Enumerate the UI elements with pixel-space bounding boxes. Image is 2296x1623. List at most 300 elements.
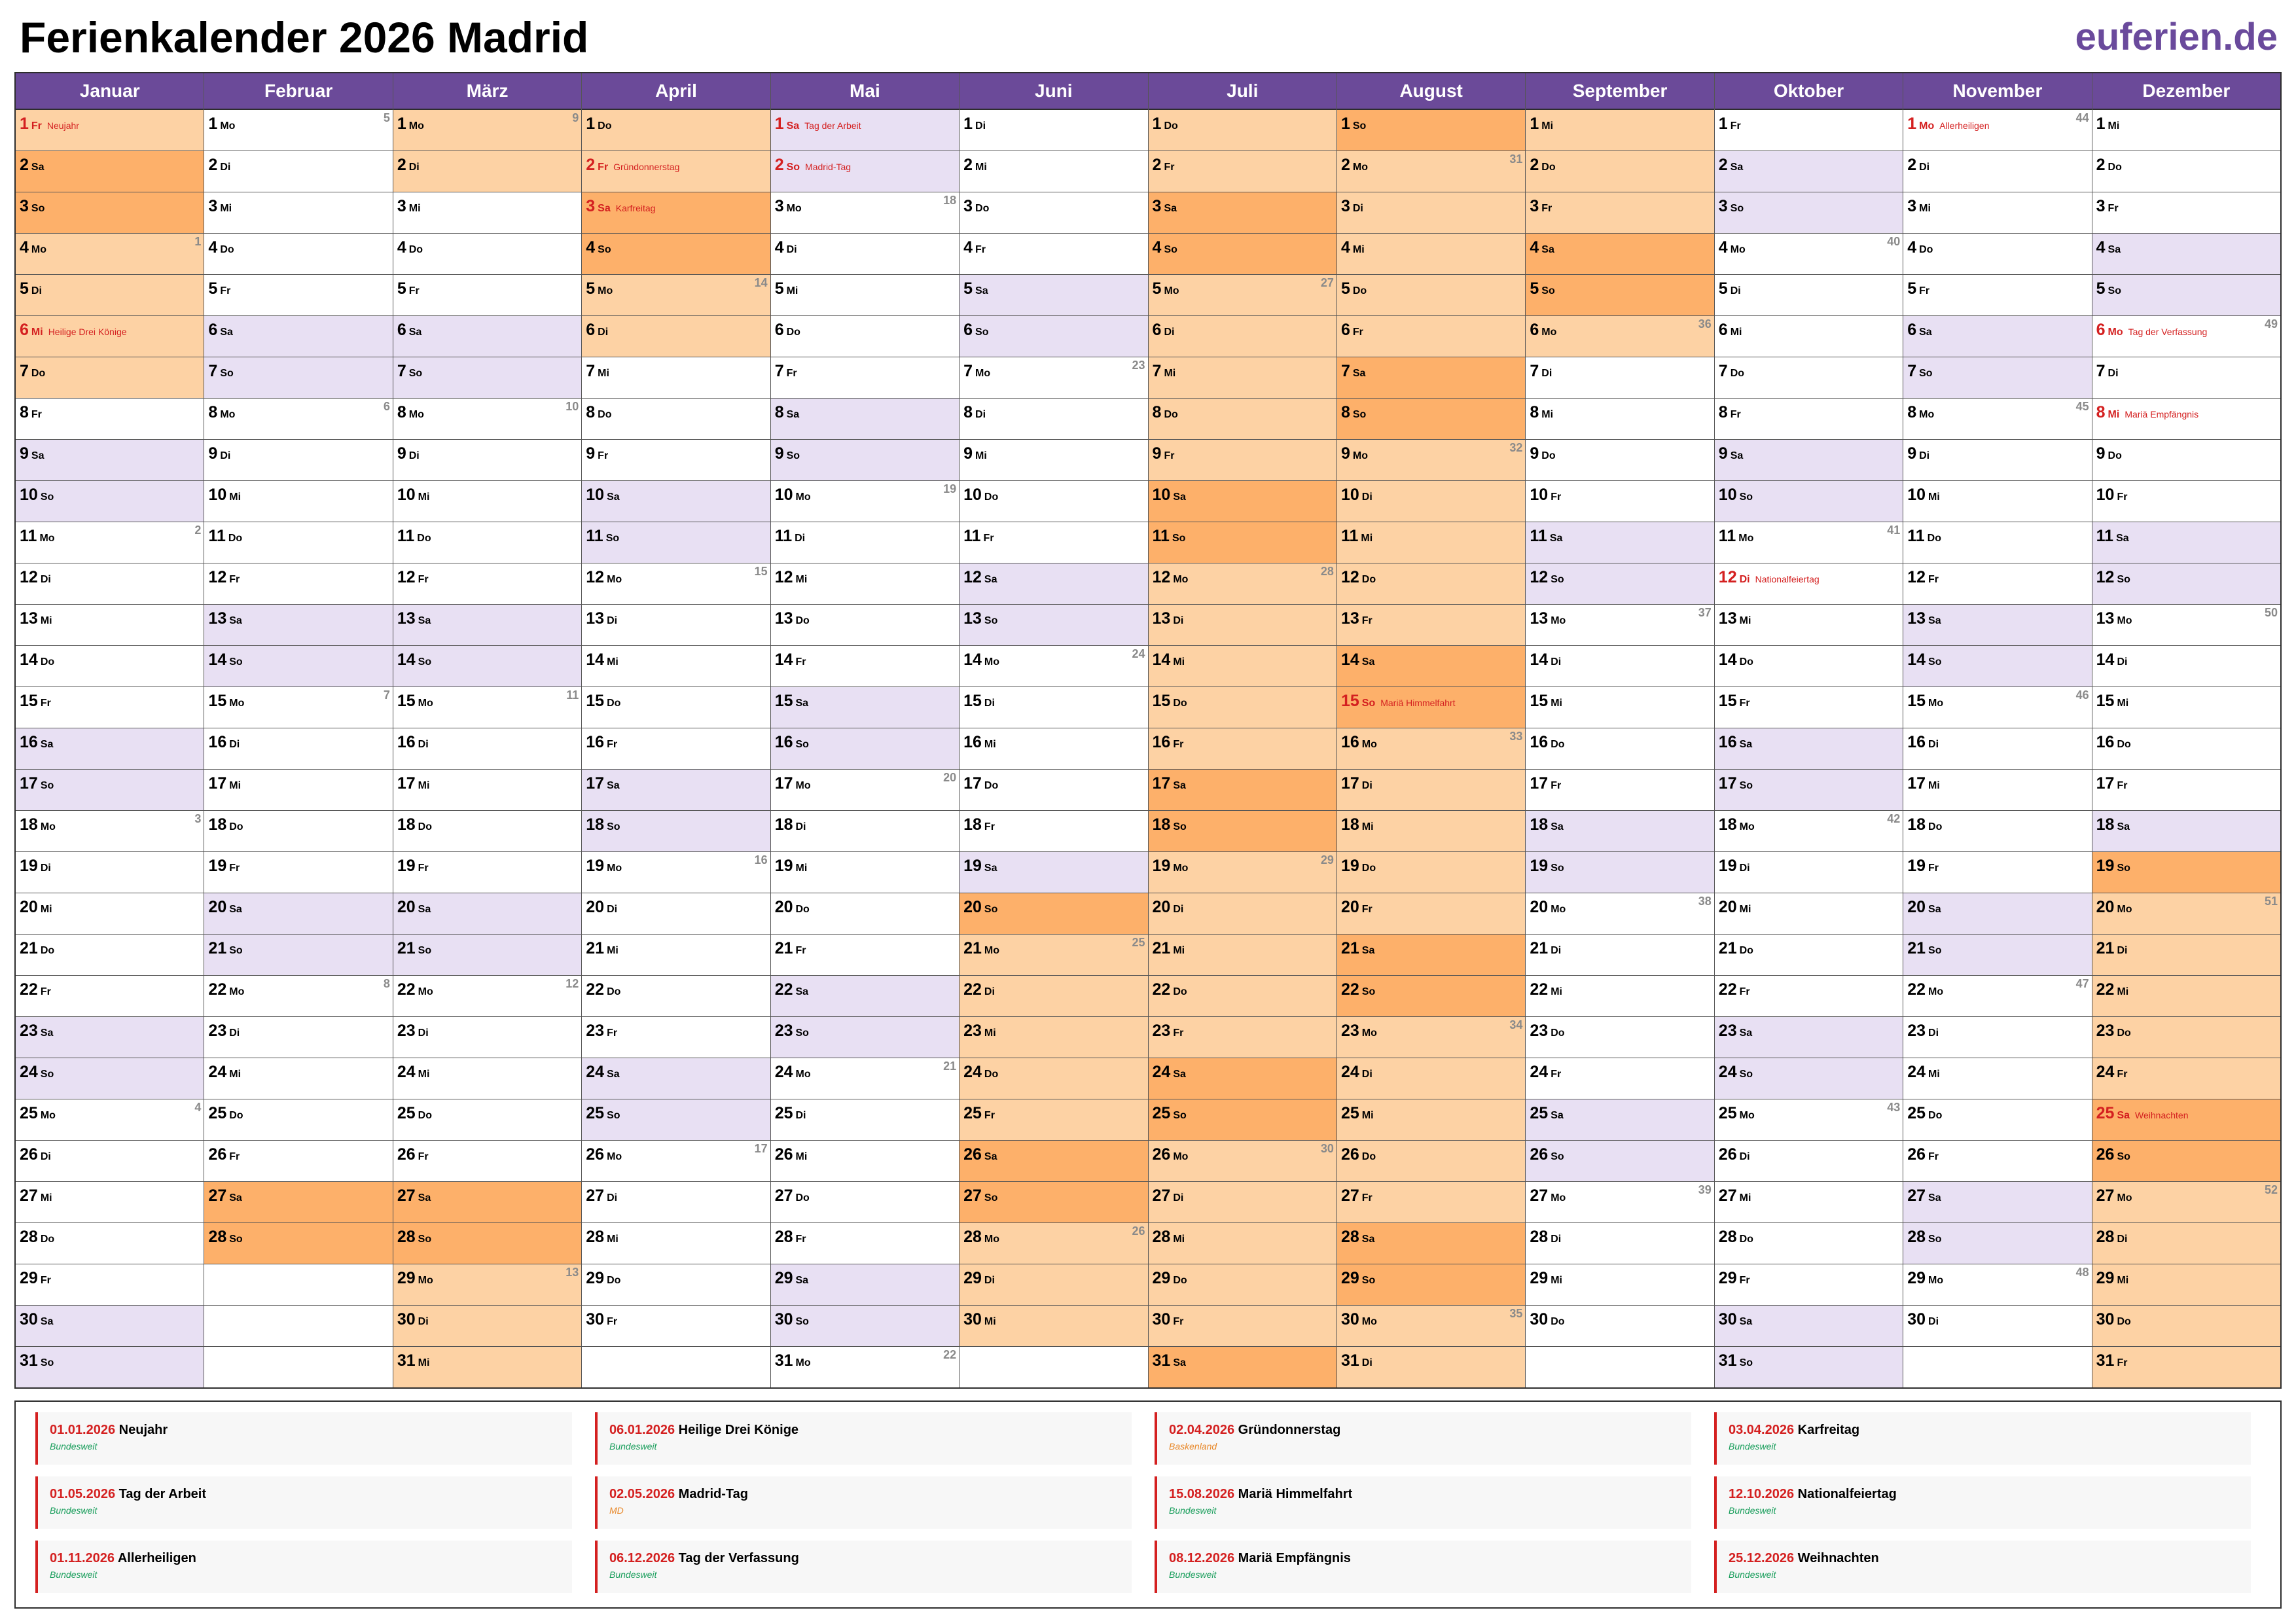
day-cell[interactable] bbox=[1715, 852, 1903, 893]
day-cell[interactable] bbox=[771, 151, 959, 192]
day-cell[interactable] bbox=[2092, 605, 2280, 646]
day-cell[interactable] bbox=[16, 893, 204, 935]
day-cell[interactable] bbox=[204, 1099, 392, 1141]
day-cell[interactable] bbox=[771, 110, 959, 151]
day-cell[interactable] bbox=[204, 893, 392, 935]
day-cell[interactable] bbox=[1903, 1141, 2091, 1182]
day-cell[interactable] bbox=[1149, 935, 1336, 976]
day-cell[interactable] bbox=[2092, 1058, 2280, 1099]
day-cell[interactable] bbox=[1526, 770, 1713, 811]
day-cell[interactable] bbox=[16, 481, 204, 522]
day-cell[interactable] bbox=[393, 440, 581, 481]
day-cell[interactable] bbox=[771, 893, 959, 935]
day-cell[interactable] bbox=[1715, 440, 1903, 481]
day-cell[interactable] bbox=[393, 811, 581, 852]
day-cell[interactable] bbox=[1526, 440, 1713, 481]
day-cell[interactable] bbox=[960, 976, 1147, 1017]
day-cell[interactable] bbox=[1149, 234, 1336, 275]
day-cell[interactable] bbox=[1149, 316, 1336, 357]
day-cell[interactable] bbox=[1903, 234, 2091, 275]
day-cell[interactable] bbox=[1526, 275, 1713, 316]
day-cell[interactable] bbox=[204, 481, 392, 522]
day-cell[interactable] bbox=[1715, 1141, 1903, 1182]
day-cell[interactable] bbox=[1337, 1017, 1525, 1058]
day-cell[interactable] bbox=[1337, 811, 1525, 852]
day-cell[interactable] bbox=[393, 1017, 581, 1058]
day-cell[interactable] bbox=[582, 563, 770, 605]
day-cell[interactable] bbox=[393, 852, 581, 893]
day-cell[interactable] bbox=[1337, 481, 1525, 522]
day-cell[interactable] bbox=[1149, 357, 1336, 399]
day-cell[interactable] bbox=[1337, 605, 1525, 646]
day-cell[interactable] bbox=[2092, 192, 2280, 234]
day-cell[interactable] bbox=[582, 192, 770, 234]
day-cell[interactable] bbox=[1149, 275, 1336, 316]
day-cell[interactable] bbox=[393, 481, 581, 522]
day-cell[interactable] bbox=[1715, 893, 1903, 935]
day-cell[interactable] bbox=[1526, 1017, 1713, 1058]
day-cell[interactable] bbox=[204, 563, 392, 605]
day-cell[interactable] bbox=[2092, 976, 2280, 1017]
day-cell[interactable] bbox=[16, 811, 204, 852]
day-cell[interactable] bbox=[1903, 440, 2091, 481]
day-cell[interactable] bbox=[771, 399, 959, 440]
day-cell[interactable] bbox=[771, 1058, 959, 1099]
day-cell[interactable] bbox=[582, 811, 770, 852]
day-cell[interactable] bbox=[393, 1058, 581, 1099]
day-cell[interactable] bbox=[960, 522, 1147, 563]
day-cell[interactable] bbox=[393, 1223, 581, 1264]
day-cell[interactable] bbox=[1526, 399, 1713, 440]
day-cell[interactable] bbox=[771, 192, 959, 234]
day-cell[interactable] bbox=[2092, 811, 2280, 852]
day-cell[interactable] bbox=[1715, 811, 1903, 852]
day-cell[interactable] bbox=[771, 1264, 959, 1306]
day-cell[interactable] bbox=[1715, 234, 1903, 275]
day-cell[interactable] bbox=[1337, 275, 1525, 316]
day-cell[interactable] bbox=[1526, 893, 1713, 935]
day-cell[interactable] bbox=[582, 399, 770, 440]
day-cell[interactable] bbox=[771, 1182, 959, 1223]
day-cell[interactable] bbox=[1149, 1223, 1336, 1264]
day-cell[interactable] bbox=[771, 1141, 959, 1182]
day-cell[interactable] bbox=[2092, 770, 2280, 811]
day-cell[interactable] bbox=[1149, 1017, 1336, 1058]
day-cell[interactable] bbox=[582, 1264, 770, 1306]
day-cell[interactable] bbox=[1337, 110, 1525, 151]
day-cell[interactable] bbox=[16, 605, 204, 646]
day-cell[interactable] bbox=[16, 852, 204, 893]
brand-logo[interactable]: euferien.de bbox=[2075, 16, 2278, 58]
day-cell[interactable] bbox=[1715, 357, 1903, 399]
day-cell[interactable] bbox=[16, 275, 204, 316]
day-cell[interactable] bbox=[204, 687, 392, 728]
day-cell[interactable] bbox=[771, 1099, 959, 1141]
day-cell[interactable] bbox=[771, 811, 959, 852]
day-cell[interactable] bbox=[393, 935, 581, 976]
day-cell[interactable] bbox=[582, 976, 770, 1017]
day-cell[interactable] bbox=[1337, 1223, 1525, 1264]
day-cell[interactable] bbox=[393, 522, 581, 563]
day-cell[interactable] bbox=[1149, 1347, 1336, 1387]
day-cell[interactable] bbox=[16, 316, 204, 357]
day-cell[interactable] bbox=[393, 1141, 581, 1182]
day-cell[interactable] bbox=[960, 1099, 1147, 1141]
day-cell[interactable] bbox=[204, 1141, 392, 1182]
day-cell[interactable] bbox=[771, 646, 959, 687]
day-cell[interactable] bbox=[1526, 316, 1713, 357]
day-cell[interactable] bbox=[393, 1264, 581, 1306]
day-cell[interactable] bbox=[960, 852, 1147, 893]
day-cell[interactable] bbox=[582, 893, 770, 935]
day-cell[interactable] bbox=[1526, 1306, 1713, 1347]
day-cell[interactable] bbox=[771, 852, 959, 893]
day-cell[interactable] bbox=[1337, 728, 1525, 770]
day-cell[interactable] bbox=[16, 522, 204, 563]
day-cell[interactable] bbox=[1715, 770, 1903, 811]
day-cell[interactable] bbox=[960, 1182, 1147, 1223]
day-cell[interactable] bbox=[1337, 563, 1525, 605]
day-cell[interactable] bbox=[582, 852, 770, 893]
day-cell[interactable] bbox=[1149, 563, 1336, 605]
day-cell[interactable] bbox=[960, 440, 1147, 481]
day-cell[interactable] bbox=[2092, 275, 2280, 316]
day-cell[interactable] bbox=[960, 316, 1147, 357]
day-cell[interactable] bbox=[1715, 728, 1903, 770]
day-cell[interactable] bbox=[582, 646, 770, 687]
day-cell[interactable] bbox=[1149, 1306, 1336, 1347]
day-cell[interactable] bbox=[2092, 399, 2280, 440]
day-cell[interactable] bbox=[1149, 728, 1336, 770]
day-cell[interactable] bbox=[16, 110, 204, 151]
day-cell[interactable] bbox=[16, 1264, 204, 1306]
day-cell[interactable] bbox=[1149, 1099, 1336, 1141]
day-cell[interactable] bbox=[393, 399, 581, 440]
day-cell[interactable] bbox=[582, 1182, 770, 1223]
day-cell[interactable] bbox=[1526, 728, 1713, 770]
day-cell[interactable] bbox=[771, 481, 959, 522]
day-cell[interactable] bbox=[1903, 1017, 2091, 1058]
day-cell[interactable] bbox=[1337, 893, 1525, 935]
day-cell[interactable] bbox=[1526, 1141, 1713, 1182]
day-cell[interactable] bbox=[204, 440, 392, 481]
day-cell[interactable] bbox=[16, 1182, 204, 1223]
day-cell[interactable] bbox=[1715, 1058, 1903, 1099]
day-cell[interactable] bbox=[393, 1306, 581, 1347]
day-cell[interactable] bbox=[960, 234, 1147, 275]
day-cell[interactable] bbox=[1149, 1141, 1336, 1182]
day-cell[interactable] bbox=[393, 151, 581, 192]
day-cell[interactable] bbox=[1149, 811, 1336, 852]
day-cell[interactable] bbox=[771, 770, 959, 811]
day-cell[interactable] bbox=[1715, 1099, 1903, 1141]
day-cell[interactable] bbox=[582, 275, 770, 316]
day-cell[interactable] bbox=[582, 1306, 770, 1347]
day-cell[interactable] bbox=[1149, 893, 1336, 935]
day-cell[interactable] bbox=[1903, 1264, 2091, 1306]
day-cell[interactable] bbox=[16, 976, 204, 1017]
day-cell[interactable] bbox=[1526, 976, 1713, 1017]
day-cell[interactable] bbox=[960, 1017, 1147, 1058]
day-cell[interactable] bbox=[1526, 1099, 1713, 1141]
day-cell[interactable] bbox=[1526, 646, 1713, 687]
day-cell[interactable] bbox=[1715, 316, 1903, 357]
day-cell[interactable] bbox=[16, 1141, 204, 1182]
day-cell[interactable] bbox=[1337, 976, 1525, 1017]
day-cell[interactable] bbox=[582, 1141, 770, 1182]
day-cell[interactable] bbox=[2092, 151, 2280, 192]
day-cell[interactable] bbox=[1903, 110, 2091, 151]
day-cell[interactable] bbox=[204, 110, 392, 151]
day-cell[interactable] bbox=[393, 1347, 581, 1387]
day-cell[interactable] bbox=[2092, 563, 2280, 605]
day-cell[interactable] bbox=[2092, 852, 2280, 893]
day-cell[interactable] bbox=[1903, 275, 2091, 316]
day-cell[interactable] bbox=[1715, 1017, 1903, 1058]
day-cell[interactable] bbox=[960, 275, 1147, 316]
day-cell[interactable] bbox=[960, 481, 1147, 522]
day-cell[interactable] bbox=[1715, 976, 1903, 1017]
day-cell[interactable] bbox=[1526, 563, 1713, 605]
day-cell[interactable] bbox=[1715, 399, 1903, 440]
day-cell[interactable] bbox=[393, 646, 581, 687]
day-cell[interactable] bbox=[204, 357, 392, 399]
day-cell[interactable] bbox=[771, 275, 959, 316]
day-cell[interactable] bbox=[393, 770, 581, 811]
day-cell[interactable] bbox=[960, 357, 1147, 399]
day-cell[interactable] bbox=[204, 770, 392, 811]
day-cell[interactable] bbox=[1149, 1264, 1336, 1306]
day-cell[interactable] bbox=[16, 1017, 204, 1058]
day-cell[interactable] bbox=[582, 728, 770, 770]
day-cell[interactable] bbox=[1337, 1182, 1525, 1223]
day-cell[interactable] bbox=[771, 357, 959, 399]
day-cell[interactable] bbox=[16, 1099, 204, 1141]
day-cell[interactable] bbox=[1715, 1223, 1903, 1264]
day-cell[interactable] bbox=[582, 1099, 770, 1141]
day-cell[interactable] bbox=[582, 481, 770, 522]
day-cell[interactable] bbox=[204, 646, 392, 687]
day-cell[interactable] bbox=[1337, 192, 1525, 234]
day-cell[interactable] bbox=[1903, 935, 2091, 976]
day-cell[interactable] bbox=[204, 935, 392, 976]
day-cell[interactable] bbox=[2092, 234, 2280, 275]
day-cell[interactable] bbox=[1149, 1058, 1336, 1099]
day-cell[interactable] bbox=[1337, 1099, 1525, 1141]
day-cell[interactable] bbox=[1149, 151, 1336, 192]
day-cell[interactable] bbox=[1903, 1306, 2091, 1347]
day-cell[interactable] bbox=[2092, 481, 2280, 522]
day-cell[interactable] bbox=[1715, 1264, 1903, 1306]
day-cell[interactable] bbox=[1526, 1264, 1713, 1306]
day-cell[interactable] bbox=[582, 605, 770, 646]
day-cell[interactable] bbox=[2092, 687, 2280, 728]
day-cell[interactable] bbox=[582, 151, 770, 192]
day-cell[interactable] bbox=[1526, 1058, 1713, 1099]
day-cell[interactable] bbox=[16, 1223, 204, 1264]
day-cell[interactable] bbox=[1715, 935, 1903, 976]
day-cell[interactable] bbox=[960, 646, 1147, 687]
day-cell[interactable] bbox=[16, 234, 204, 275]
day-cell[interactable] bbox=[1903, 605, 2091, 646]
day-cell[interactable] bbox=[1903, 316, 2091, 357]
day-cell[interactable] bbox=[2092, 110, 2280, 151]
day-cell[interactable] bbox=[2092, 935, 2280, 976]
day-cell[interactable] bbox=[1526, 1223, 1713, 1264]
day-cell[interactable] bbox=[960, 687, 1147, 728]
day-cell[interactable] bbox=[1903, 1223, 2091, 1264]
day-cell[interactable] bbox=[16, 646, 204, 687]
day-cell[interactable] bbox=[1526, 605, 1713, 646]
day-cell[interactable] bbox=[16, 357, 204, 399]
day-cell[interactable] bbox=[204, 1182, 392, 1223]
day-cell[interactable] bbox=[582, 687, 770, 728]
day-cell[interactable] bbox=[1715, 605, 1903, 646]
day-cell[interactable] bbox=[2092, 1223, 2280, 1264]
day-cell[interactable] bbox=[204, 976, 392, 1017]
day-cell[interactable] bbox=[1715, 687, 1903, 728]
day-cell[interactable] bbox=[960, 1223, 1147, 1264]
day-cell[interactable] bbox=[1526, 522, 1713, 563]
day-cell[interactable] bbox=[1903, 770, 2091, 811]
day-cell[interactable] bbox=[1337, 440, 1525, 481]
day-cell[interactable] bbox=[1149, 1182, 1336, 1223]
day-cell[interactable] bbox=[582, 357, 770, 399]
day-cell[interactable] bbox=[1526, 481, 1713, 522]
day-cell[interactable] bbox=[204, 1223, 392, 1264]
day-cell[interactable] bbox=[582, 110, 770, 151]
day-cell[interactable] bbox=[960, 1306, 1147, 1347]
day-cell[interactable] bbox=[771, 1306, 959, 1347]
day-cell[interactable] bbox=[1715, 151, 1903, 192]
day-cell[interactable] bbox=[582, 1223, 770, 1264]
day-cell[interactable] bbox=[1149, 976, 1336, 1017]
day-cell[interactable] bbox=[960, 605, 1147, 646]
day-cell[interactable] bbox=[16, 151, 204, 192]
day-cell[interactable] bbox=[1149, 852, 1336, 893]
day-cell[interactable] bbox=[1337, 935, 1525, 976]
day-cell[interactable] bbox=[393, 192, 581, 234]
day-cell[interactable] bbox=[960, 935, 1147, 976]
day-cell[interactable] bbox=[1337, 646, 1525, 687]
day-cell[interactable] bbox=[1337, 357, 1525, 399]
day-cell[interactable] bbox=[393, 357, 581, 399]
day-cell[interactable] bbox=[771, 563, 959, 605]
day-cell[interactable] bbox=[16, 399, 204, 440]
day-cell[interactable] bbox=[393, 1182, 581, 1223]
day-cell[interactable] bbox=[771, 1017, 959, 1058]
day-cell[interactable] bbox=[582, 1058, 770, 1099]
day-cell[interactable] bbox=[1715, 192, 1903, 234]
day-cell[interactable] bbox=[1715, 563, 1903, 605]
day-cell[interactable] bbox=[1337, 1264, 1525, 1306]
day-cell[interactable] bbox=[960, 811, 1147, 852]
day-cell[interactable] bbox=[204, 234, 392, 275]
day-cell[interactable] bbox=[16, 770, 204, 811]
day-cell[interactable] bbox=[1149, 522, 1336, 563]
day-cell[interactable] bbox=[2092, 522, 2280, 563]
day-cell[interactable] bbox=[2092, 1347, 2280, 1387]
day-cell[interactable] bbox=[582, 1017, 770, 1058]
day-cell[interactable] bbox=[582, 770, 770, 811]
day-cell[interactable] bbox=[1526, 110, 1713, 151]
day-cell[interactable] bbox=[2092, 1017, 2280, 1058]
day-cell[interactable] bbox=[1149, 481, 1336, 522]
day-cell[interactable] bbox=[16, 563, 204, 605]
day-cell[interactable] bbox=[960, 770, 1147, 811]
day-cell[interactable] bbox=[1526, 192, 1713, 234]
day-cell[interactable] bbox=[1337, 1306, 1525, 1347]
day-cell[interactable] bbox=[1903, 728, 2091, 770]
day-cell[interactable] bbox=[204, 316, 392, 357]
day-cell[interactable] bbox=[960, 151, 1147, 192]
day-cell[interactable] bbox=[393, 728, 581, 770]
day-cell[interactable] bbox=[1903, 522, 2091, 563]
day-cell[interactable] bbox=[2092, 440, 2280, 481]
day-cell[interactable] bbox=[1337, 1058, 1525, 1099]
day-cell[interactable] bbox=[16, 192, 204, 234]
day-cell[interactable] bbox=[960, 563, 1147, 605]
day-cell[interactable] bbox=[771, 1223, 959, 1264]
day-cell[interactable] bbox=[16, 687, 204, 728]
day-cell[interactable] bbox=[393, 275, 581, 316]
day-cell[interactable] bbox=[1526, 852, 1713, 893]
day-cell[interactable] bbox=[960, 728, 1147, 770]
day-cell[interactable] bbox=[393, 110, 581, 151]
day-cell[interactable] bbox=[1526, 1182, 1713, 1223]
day-cell[interactable] bbox=[1715, 522, 1903, 563]
day-cell[interactable] bbox=[771, 316, 959, 357]
day-cell[interactable] bbox=[1903, 399, 2091, 440]
day-cell[interactable] bbox=[1715, 1306, 1903, 1347]
day-cell[interactable] bbox=[582, 234, 770, 275]
day-cell[interactable] bbox=[960, 110, 1147, 151]
day-cell[interactable] bbox=[1526, 935, 1713, 976]
day-cell[interactable] bbox=[1715, 1347, 1903, 1387]
day-cell[interactable] bbox=[1337, 151, 1525, 192]
day-cell[interactable] bbox=[204, 1058, 392, 1099]
day-cell[interactable] bbox=[1903, 852, 2091, 893]
day-cell[interactable] bbox=[1903, 893, 2091, 935]
day-cell[interactable] bbox=[204, 192, 392, 234]
day-cell[interactable] bbox=[1337, 316, 1525, 357]
day-cell[interactable] bbox=[960, 1058, 1147, 1099]
day-cell[interactable] bbox=[1715, 275, 1903, 316]
day-cell[interactable] bbox=[771, 1347, 959, 1387]
day-cell[interactable] bbox=[204, 811, 392, 852]
day-cell[interactable] bbox=[204, 605, 392, 646]
day-cell[interactable] bbox=[1337, 770, 1525, 811]
day-cell[interactable] bbox=[771, 605, 959, 646]
day-cell[interactable] bbox=[1526, 687, 1713, 728]
day-cell[interactable] bbox=[393, 234, 581, 275]
day-cell[interactable] bbox=[393, 893, 581, 935]
day-cell[interactable] bbox=[1149, 110, 1336, 151]
day-cell[interactable] bbox=[582, 440, 770, 481]
day-cell[interactable] bbox=[1526, 151, 1713, 192]
day-cell[interactable] bbox=[1903, 1058, 2091, 1099]
day-cell[interactable] bbox=[1337, 522, 1525, 563]
day-cell[interactable] bbox=[582, 316, 770, 357]
day-cell[interactable] bbox=[1715, 646, 1903, 687]
day-cell[interactable] bbox=[393, 976, 581, 1017]
day-cell[interactable] bbox=[1903, 976, 2091, 1017]
day-cell[interactable] bbox=[393, 563, 581, 605]
day-cell[interactable] bbox=[1149, 605, 1336, 646]
day-cell[interactable] bbox=[393, 1099, 581, 1141]
day-cell[interactable] bbox=[1903, 811, 2091, 852]
day-cell[interactable] bbox=[1903, 1182, 2091, 1223]
